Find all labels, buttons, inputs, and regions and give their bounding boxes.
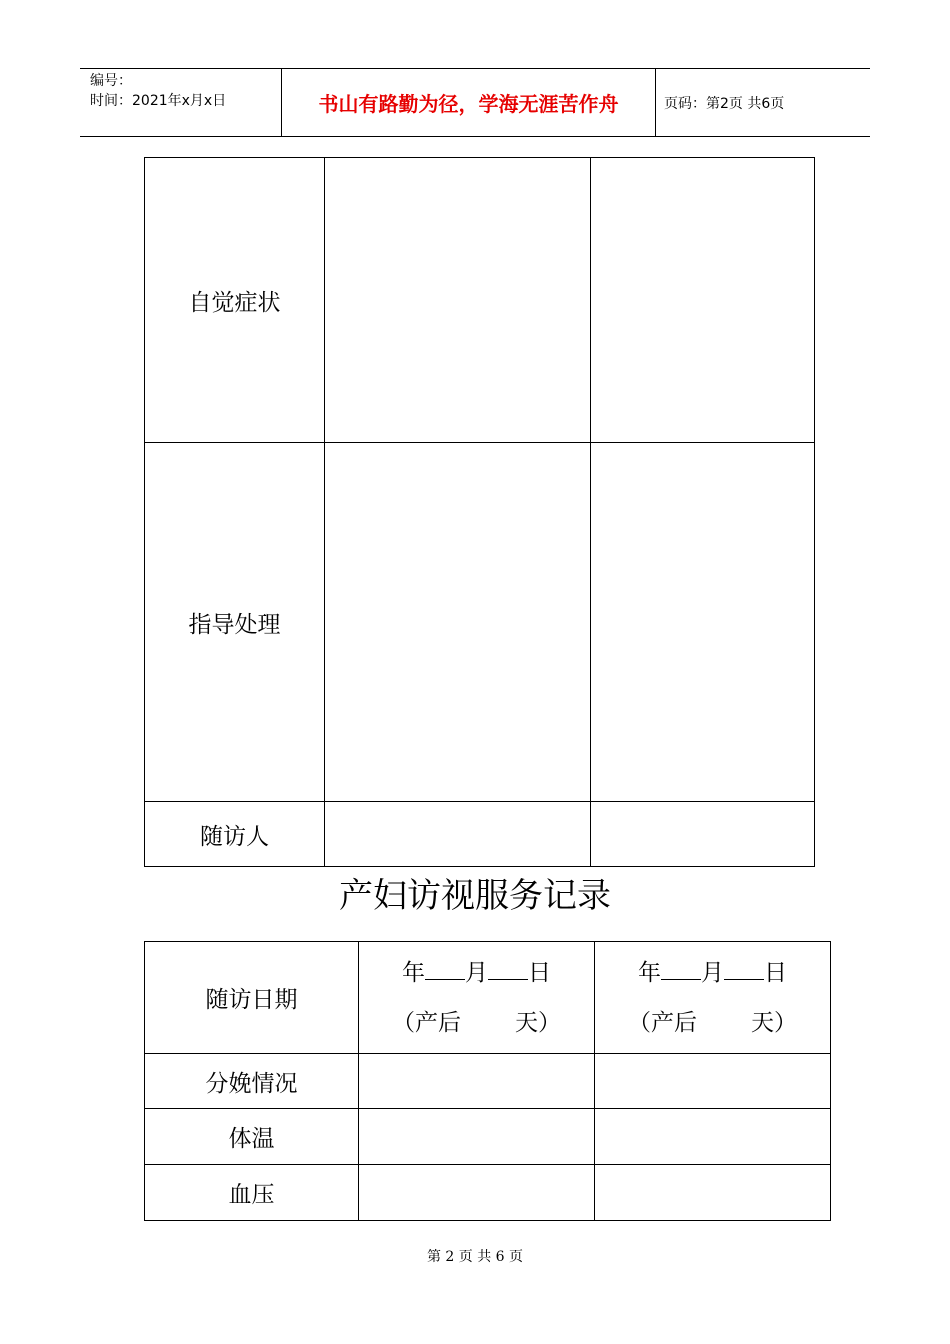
- date-line: [595, 948, 830, 998]
- postpartum-line: [595, 998, 830, 1048]
- section-title: 产妇访视服务记录: [339, 876, 611, 916]
- date-label: 时间：2021年x月x日: [90, 93, 227, 109]
- header-meta: [80, 69, 280, 136]
- day-blank[interactable]: [488, 953, 528, 980]
- postpartum-close: 天）: [751, 1009, 797, 1036]
- row-label-blood-pressure: 血压: [145, 1165, 359, 1221]
- row-label-temperature: 体温: [145, 1109, 359, 1165]
- row-label-delivery: 分娩情况: [145, 1054, 359, 1109]
- table-row: [145, 1109, 831, 1165]
- page-footer: 第 2 页 共 6 页: [426, 1249, 524, 1265]
- serial-number-label: 编号：: [90, 73, 132, 89]
- table-row: [145, 942, 831, 1054]
- postpartum-open: （产后: [628, 1009, 697, 1036]
- visit-date-cell-2[interactable]: [595, 942, 831, 1054]
- temperature-cell-visit-2[interactable]: [595, 1109, 831, 1165]
- visit-record-table-continued: [144, 157, 815, 867]
- table-row: [145, 158, 815, 443]
- row-label-visitor: 随访人: [145, 802, 325, 867]
- table-row: [145, 802, 815, 867]
- maternal-visit-table: [144, 941, 831, 1221]
- table-row: [145, 443, 815, 802]
- row-label-visit-date: 随访日期: [145, 942, 359, 1054]
- day-label: 日: [528, 959, 551, 986]
- table-row: [145, 1165, 831, 1221]
- blood-pressure-cell-visit-1[interactable]: [359, 1165, 595, 1221]
- year-label: 年: [402, 959, 425, 986]
- delivery-cell-visit-2[interactable]: [595, 1054, 831, 1109]
- symptoms-cell-visit-2[interactable]: [591, 158, 815, 443]
- postpartum-line: [359, 998, 594, 1048]
- temperature-cell-visit-1[interactable]: [359, 1109, 595, 1165]
- guidance-cell-visit-2[interactable]: [591, 443, 815, 802]
- visitor-cell-visit-1[interactable]: [325, 802, 591, 867]
- delivery-cell-visit-1[interactable]: [359, 1054, 595, 1109]
- page-header: [80, 68, 870, 137]
- year-label: 年: [638, 959, 661, 986]
- month-label: 月: [465, 959, 488, 986]
- day-blank[interactable]: [724, 953, 764, 980]
- month-label: 月: [701, 959, 724, 986]
- header-page-info: 页码：第2页 共6页: [664, 95, 785, 112]
- symptoms-cell-visit-1[interactable]: [325, 158, 591, 443]
- month-blank[interactable]: [425, 953, 465, 980]
- postpartum-close: 天）: [515, 1009, 561, 1036]
- header-motto: 书山有路勤为径，学海无涯苦作舟: [281, 69, 656, 136]
- month-blank[interactable]: [661, 953, 701, 980]
- row-label-guidance: 指导处理: [145, 443, 325, 802]
- visit-date-cell-1[interactable]: [359, 942, 595, 1054]
- table-row: [145, 1054, 831, 1109]
- blood-pressure-cell-visit-2[interactable]: [595, 1165, 831, 1221]
- visitor-cell-visit-2[interactable]: [591, 802, 815, 867]
- postpartum-open: （产后: [392, 1009, 461, 1036]
- day-label: 日: [764, 959, 787, 986]
- guidance-cell-visit-1[interactable]: [325, 443, 591, 802]
- row-label-symptoms: 自觉症状: [145, 158, 325, 443]
- date-line: [359, 948, 594, 998]
